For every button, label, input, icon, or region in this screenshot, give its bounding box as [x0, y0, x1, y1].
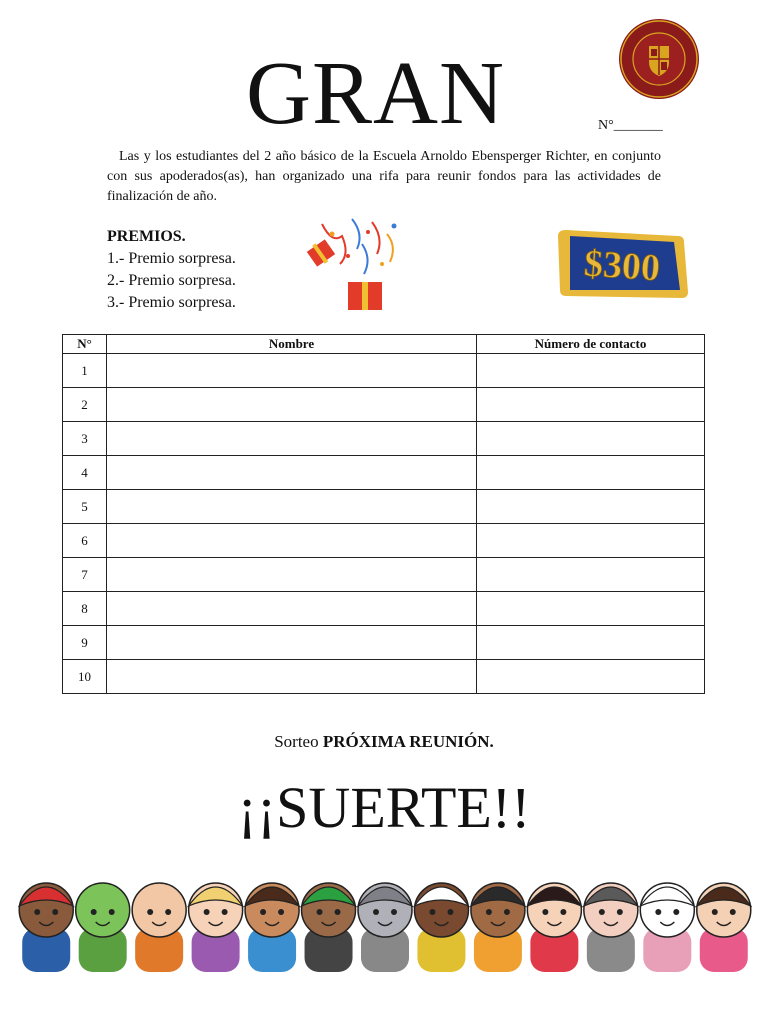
intro-paragraph: Las y los estudiantes del 2 año básico de la Escuela Arnoldo Ebensperger Richter, en conjunto con sus apoderados(as), han organizado una rifa para reunir fondos para las actividades de finalización de año. — [107, 149, 661, 204]
child-figure — [132, 883, 186, 972]
contact-cell[interactable] — [477, 388, 705, 422]
prize-item: 2.- Premio sorpresa. — [107, 272, 236, 289]
page-title: GRAN — [246, 44, 506, 143]
table-row — [63, 626, 705, 660]
child-figure — [76, 883, 130, 972]
row-number: 7 — [63, 558, 107, 592]
table-row — [63, 592, 705, 626]
row-number: 9 — [63, 626, 107, 660]
name-cell[interactable] — [107, 490, 477, 524]
child-figure — [302, 883, 356, 972]
child-figure — [527, 883, 581, 972]
name-cell[interactable] — [107, 660, 477, 694]
table-row — [63, 490, 705, 524]
prizes-section — [107, 226, 236, 314]
gift-box-icon — [302, 214, 406, 314]
contact-cell[interactable] — [477, 456, 705, 490]
prize-item: 3.- Premio sorpresa. — [107, 294, 236, 311]
ticket-number-field: N°_______ — [598, 118, 663, 133]
children-illustration — [18, 858, 752, 972]
prizes-heading: PREMIOS. — [107, 228, 186, 245]
row-number: 5 — [63, 490, 107, 524]
child-figure — [640, 883, 694, 972]
row-number: 2 — [63, 388, 107, 422]
table-row — [63, 524, 705, 558]
name-cell[interactable] — [107, 388, 477, 422]
child-figure — [414, 883, 468, 972]
contact-cell[interactable] — [477, 626, 705, 660]
row-number: 1 — [63, 354, 107, 388]
column-header-contact: Número de contacto — [477, 335, 705, 354]
contact-cell[interactable] — [477, 524, 705, 558]
name-cell[interactable] — [107, 626, 477, 660]
child-figure — [471, 883, 525, 972]
name-cell[interactable] — [107, 524, 477, 558]
name-cell[interactable] — [107, 456, 477, 490]
contact-cell[interactable] — [477, 354, 705, 388]
name-cell[interactable] — [107, 592, 477, 626]
draw-prefix: Sorteo — [274, 732, 319, 751]
table-row — [63, 388, 705, 422]
raffle-table — [62, 334, 705, 694]
contact-cell[interactable] — [477, 422, 705, 456]
contact-cell[interactable] — [477, 558, 705, 592]
row-number: 8 — [63, 592, 107, 626]
table-row — [63, 422, 705, 456]
child-figure — [584, 883, 638, 972]
column-header-name: Nombre — [107, 335, 477, 354]
column-header-number: N° — [63, 335, 107, 354]
row-number: 4 — [63, 456, 107, 490]
child-figure — [697, 883, 751, 972]
contact-cell[interactable] — [477, 490, 705, 524]
draw-emphasis: PRÓXIMA REUNIÓN. — [322, 732, 494, 751]
row-number: 6 — [63, 524, 107, 558]
closing-message: ¡¡SUERTE!! — [237, 775, 531, 840]
table-row — [63, 660, 705, 694]
school-seal-icon — [618, 18, 700, 100]
prize-item: 1.- Premio sorpresa. — [107, 250, 236, 267]
child-figure — [358, 883, 412, 972]
table-row — [63, 456, 705, 490]
contact-cell[interactable] — [477, 592, 705, 626]
contact-cell[interactable] — [477, 660, 705, 694]
name-cell[interactable] — [107, 354, 477, 388]
row-number: 10 — [63, 660, 107, 694]
child-figure — [189, 883, 243, 972]
row-number: 3 — [63, 422, 107, 456]
price-badge — [552, 222, 692, 306]
name-cell[interactable] — [107, 422, 477, 456]
name-cell[interactable] — [107, 558, 477, 592]
price-label: $300 — [582, 242, 662, 290]
table-row — [63, 558, 705, 592]
table-row — [63, 354, 705, 388]
child-figure — [245, 883, 299, 972]
draw-note — [0, 732, 768, 752]
child-figure — [19, 883, 73, 972]
